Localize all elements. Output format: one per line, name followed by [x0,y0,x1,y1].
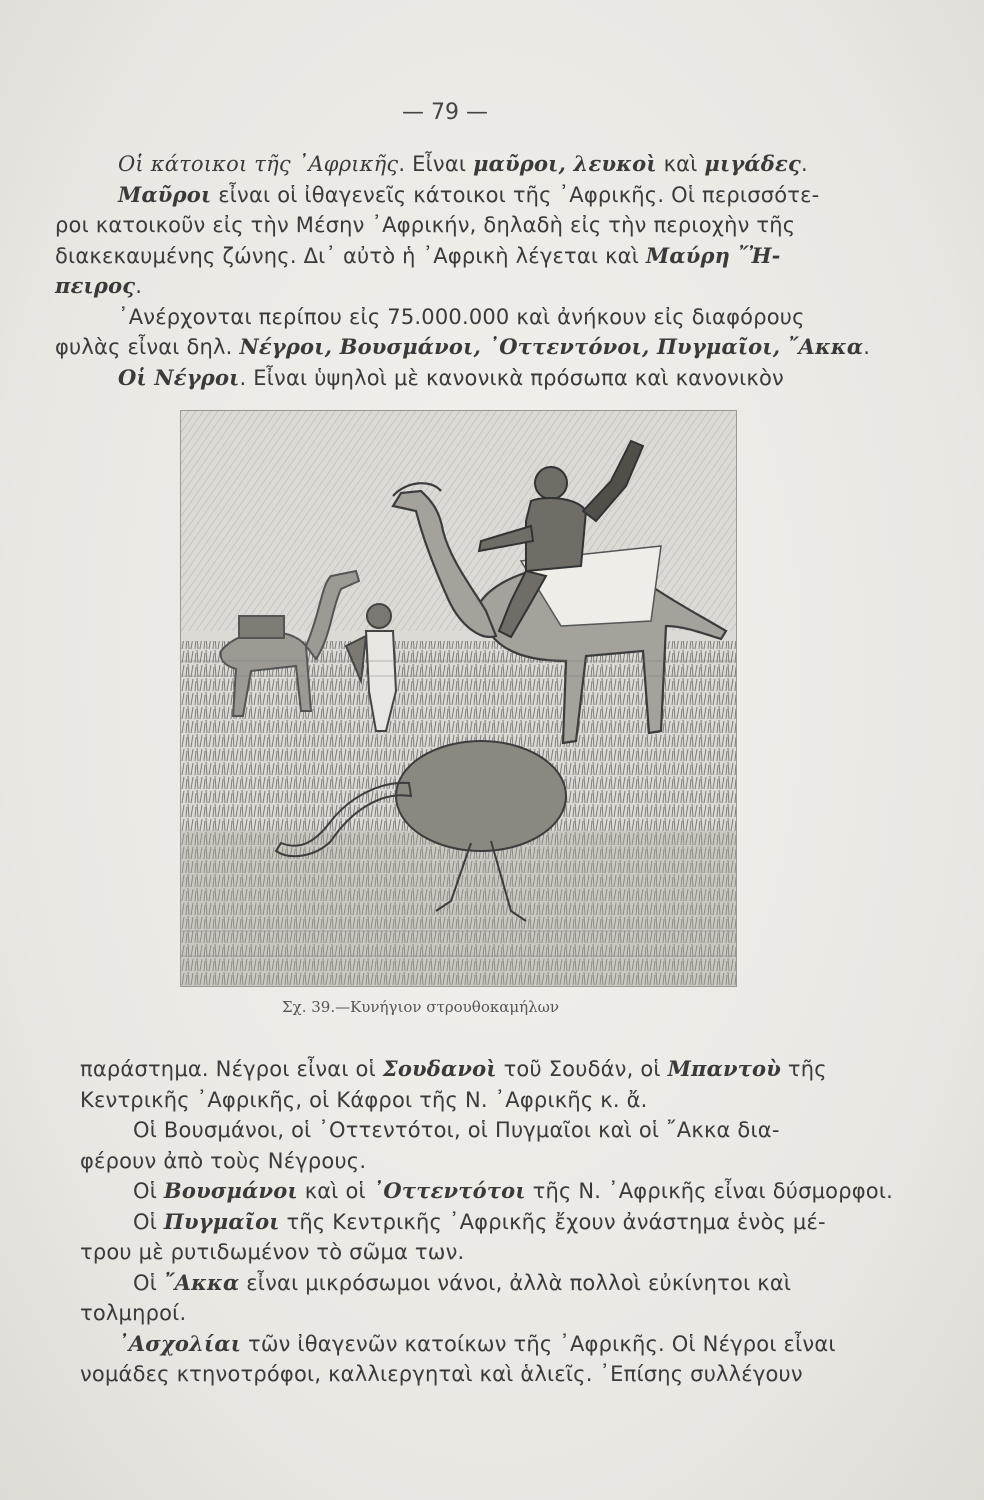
text-run: . Εἶναι [398,152,474,176]
text-run: μαῦροι, λευκοὶ [473,151,657,176]
text-run: Βουσμάνοι [163,1178,298,1203]
text-run: εἶναι οἱ ἰθαγενεῖς κάτοικοι τῆς ᾿Αφρικῆς. Οἱ περισσότε- [211,182,820,207]
text-line [118,1330,836,1358]
figure-caption: Σχ. 39.—Κυνήγιον στρουθοκαμήλων [282,998,559,1016]
text-run: Οἱ Βουσμάνοι, οἱ ᾿Οττεντότοι, οἱ Πυγμαῖοι καὶ οἱ ῎Ακκα δια- [133,1118,780,1142]
text-run: τοῦ Σουδάν, οἱ [496,1057,668,1081]
text-run: Οἱ κάτοικοι τῆς ᾿Αφρικῆς [118,152,399,176]
text-run: νομάδες κτηνοτρόφοι, καλλιεργηταὶ καὶ ἁλιεῖς. ᾿Επίσης συλλέγουν [80,1362,803,1386]
text-run: Νέγροι, Βουσμάνοι, ᾿Οττεντόνοι, Πυγμαῖοι, ῎Ακκα [239,334,864,359]
text-run: Οἱ [133,1209,164,1234]
text-run: Μπαντοὺ [667,1056,782,1081]
text-line [133,1177,893,1205]
text-run: φέρουν ἀπὸ τοὺς Νέγρους. [80,1148,367,1173]
text-line [118,150,808,178]
text-run: Σουδανοὶ [382,1056,497,1081]
text-run: Κεντρικῆς ᾿Αφρικῆς, οἱ Κάφροι τῆς Ν. ᾿Αφρικῆς κ. ἄ. [80,1087,648,1112]
text-line [118,364,784,392]
text-line [55,272,142,300]
text-run: Πυγμαῖοι [163,1208,280,1234]
text-line [118,181,819,209]
text-run: μιγάδες [704,151,801,176]
text-line [133,1116,780,1144]
text-run: ᾿Ανέρχονται περίπου εἰς 75.000.000 καὶ ἀνήκουν εἰς διαφόρους [118,304,805,329]
text-line [80,1299,186,1327]
text-line [133,1269,791,1297]
text-run: ῎Ακκα [163,1269,240,1295]
text-run: τρου μὲ ρυτιδωμένον τὸ σῶμα των. [80,1240,465,1264]
text-run: τῆς [781,1057,827,1081]
text-run: ᾿Ασχολίαι [118,1330,242,1356]
text-run: Οἱ [133,1179,164,1203]
text-line [55,333,870,361]
text-run: Μαύρη ῎Ἠ- [645,242,781,268]
text-run: Οἱ [133,1270,164,1295]
engraving-illustration [181,411,736,986]
text-run: Οἱ Νέγροι [118,364,240,390]
text-run: εἶναι μικρόσωμοι νάνοι, ἀλλὰ πολλοὶ εὐκίνητοι καὶ [239,1270,792,1295]
text-run: φυλὰς εἶναι δηλ. [55,335,240,359]
text-line [80,1055,827,1083]
text-run: καὶ [656,152,705,176]
text-run: ᾿Οττεντότοι [372,1178,526,1203]
text-run: καὶ οἱ [297,1179,373,1203]
text-line [55,242,781,270]
text-run: διακεκαυμένης ζώνης. Δι᾿ αὐτὸ ἡ ᾿Αφρικὴ λέγεται καὶ [55,243,646,268]
text-line [133,1208,826,1236]
text-line [80,1238,464,1266]
text-run: τῆς Κεντρικῆς ᾿Αφρικῆς ἔχουν ἀνάστημα ἑνὸς μέ- [279,1209,826,1234]
text-run: . [135,274,143,298]
figure-ostrich-hunt [180,410,737,987]
text-run: . [863,335,871,359]
text-run: Μαῦροι [118,181,212,207]
text-line [80,1360,803,1388]
text-run: τολμηροί. [80,1301,187,1325]
text-run: ροι κατοικοῦν εἰς τὴν Μέσην ᾿Αφρικήν, δηλαδὴ εἰς τὴν περιοχὴν τῆς [55,213,796,237]
text-line [80,1147,366,1175]
text-run: πειρος [55,273,136,298]
page-number: — 79 — [402,100,488,125]
text-run: παράστημα. Νέγροι εἶναι οἱ [80,1057,383,1081]
text-line [80,1086,648,1114]
text-line [118,303,805,331]
text-run: . [800,152,808,176]
text-line [55,211,795,239]
text-run: τῆς Ν. ᾿Αφρικῆς εἶναι δύσμορφοι. [525,1179,894,1203]
text-run: . Εἶναι ὑψηλοὶ μὲ κανονικὰ πρόσωπα καὶ κανονικὸν [239,365,784,390]
text-run: τῶν ἰθαγενῶν κατοίκων τῆς ᾿Αφρικῆς. Οἱ Νέγροι εἶναι [241,1331,836,1356]
